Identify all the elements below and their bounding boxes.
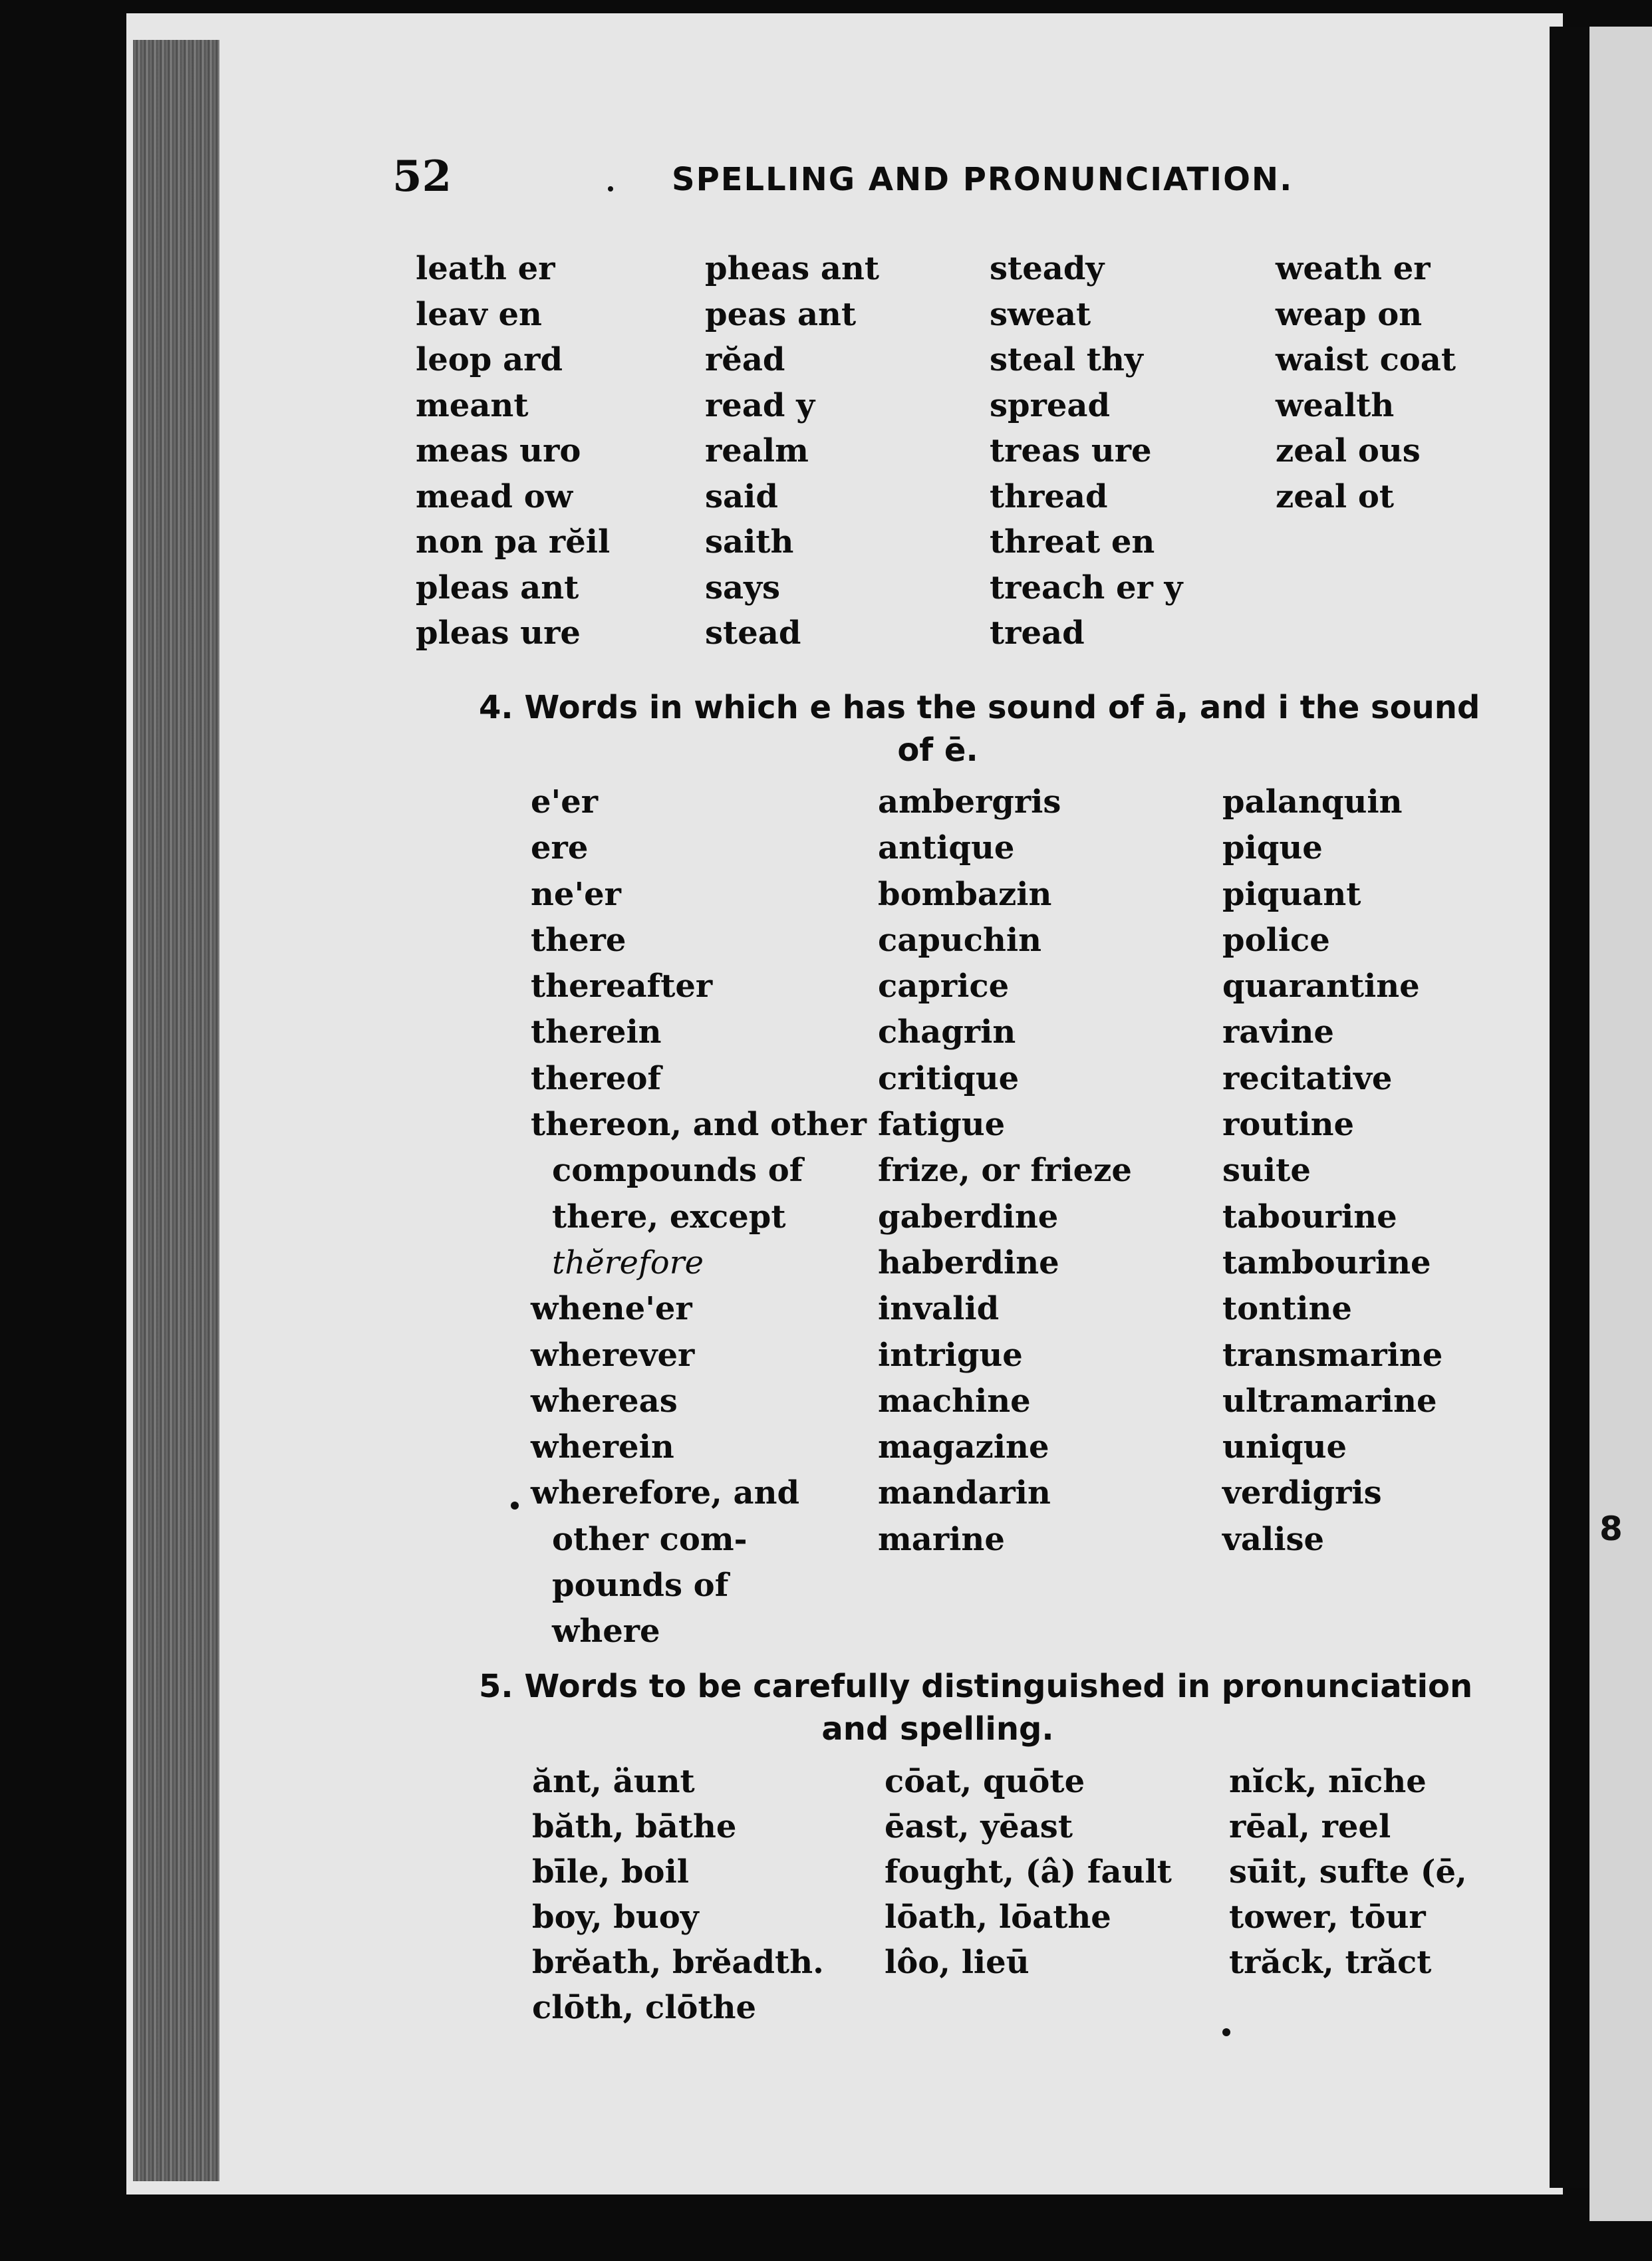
word-pair: brĕath, brĕadth. bbox=[532, 1944, 824, 1981]
ink-speck bbox=[608, 186, 613, 192]
word: thĕrefore bbox=[552, 1244, 704, 1281]
word: intrigue bbox=[878, 1336, 1023, 1374]
word: machine bbox=[878, 1382, 1031, 1420]
word: leav en bbox=[416, 295, 542, 333]
word: thereon, and other bbox=[531, 1106, 867, 1144]
section-5-col-3 bbox=[1229, 1759, 1467, 1985]
word-pair: cōat, quōte bbox=[885, 1763, 1085, 1800]
word: realm bbox=[705, 432, 809, 469]
section-4-heading-cont: of ē. bbox=[897, 732, 978, 769]
wordlist-1-col-4 bbox=[1276, 246, 1456, 519]
word: threat en bbox=[990, 523, 1155, 561]
word: stead bbox=[705, 614, 801, 652]
word-pair: fought, (â) fault bbox=[885, 1853, 1172, 1891]
word: whene'er bbox=[531, 1290, 692, 1328]
word: thereafter bbox=[531, 968, 713, 1005]
section-4-col-1 bbox=[531, 779, 867, 1655]
adjacent-page-edge bbox=[1589, 27, 1652, 2221]
word: magazine bbox=[878, 1428, 1049, 1466]
word: non pa rĕil bbox=[416, 523, 611, 561]
word: peas ant bbox=[705, 295, 857, 333]
word: leath er bbox=[416, 250, 555, 287]
word: whereas bbox=[531, 1382, 678, 1420]
word: steal thy bbox=[990, 341, 1143, 378]
section-4-col-2 bbox=[878, 779, 1132, 1563]
wordlist-1-col-3 bbox=[990, 246, 1182, 656]
word: e'er bbox=[531, 783, 599, 821]
word: antique bbox=[878, 829, 1015, 867]
word: bombazin bbox=[878, 875, 1052, 913]
word: read y bbox=[705, 386, 815, 424]
word: piquant bbox=[1222, 875, 1361, 913]
section-5-heading: 5. Words to be carefully distinguished in pronunciation bbox=[479, 1668, 1473, 1705]
wordlist-1-col-1 bbox=[416, 246, 610, 656]
word: says bbox=[705, 569, 781, 606]
word: leop ard bbox=[416, 341, 563, 378]
word: tambourine bbox=[1222, 1244, 1431, 1281]
word: weap on bbox=[1276, 295, 1423, 333]
word: gaberdine bbox=[878, 1198, 1059, 1236]
word: recitative bbox=[1222, 1059, 1393, 1097]
ink-speck bbox=[511, 1502, 519, 1510]
word: tread bbox=[990, 614, 1085, 652]
word: compounds of bbox=[552, 1152, 803, 1190]
word: routine bbox=[1222, 1106, 1355, 1144]
word: transmarine bbox=[1222, 1336, 1443, 1374]
word: mandarin bbox=[878, 1474, 1051, 1512]
word: wealth bbox=[1276, 386, 1395, 424]
word: zeal ous bbox=[1276, 432, 1421, 469]
word: meas uro bbox=[416, 432, 581, 469]
word: critique bbox=[878, 1059, 1020, 1097]
word-pair: sūit, sufte (ē, bbox=[1229, 1853, 1467, 1891]
word: verdigris bbox=[1222, 1474, 1382, 1512]
running-head: SPELLING AND PRONUNCIATION. bbox=[672, 161, 1294, 198]
word: tontine bbox=[1222, 1290, 1352, 1328]
margin-mark: 8 bbox=[1599, 1510, 1623, 1548]
word-pair: băth, bāthe bbox=[532, 1808, 737, 1845]
word: sweat bbox=[990, 295, 1091, 333]
word-pair: tower, tōur bbox=[1229, 1899, 1426, 1936]
word: weath er bbox=[1276, 250, 1431, 287]
word: tabourine bbox=[1222, 1198, 1397, 1236]
word-pair: trăck, trăct bbox=[1229, 1944, 1432, 1981]
word: wherein bbox=[531, 1428, 674, 1466]
word: ravine bbox=[1222, 1013, 1334, 1051]
word-pair: ănt, äunt bbox=[532, 1763, 695, 1800]
word: steady bbox=[990, 250, 1105, 287]
word: quarantine bbox=[1222, 968, 1420, 1005]
word: ere bbox=[531, 829, 589, 867]
word: pleas ant bbox=[416, 569, 579, 606]
word: meant bbox=[416, 386, 529, 424]
word: pique bbox=[1222, 829, 1323, 867]
word: there, except bbox=[552, 1198, 786, 1236]
ink-speck bbox=[1222, 2028, 1230, 2036]
word: capuchin bbox=[878, 921, 1042, 959]
page-gutter-shadow bbox=[133, 40, 219, 2181]
word: haberdine bbox=[878, 1244, 1059, 1281]
word: invalid bbox=[878, 1290, 1000, 1328]
word: suite bbox=[1222, 1152, 1311, 1190]
word: therein bbox=[531, 1013, 662, 1051]
word: where bbox=[552, 1613, 660, 1651]
word-pair: lôo, lieū bbox=[885, 1944, 1030, 1981]
section-4-heading: 4. Words in which e has the sound of ā, and i the sound bbox=[479, 689, 1480, 726]
word: palanquin bbox=[1222, 783, 1403, 821]
word: pounds of bbox=[552, 1567, 729, 1605]
word: rĕad bbox=[705, 341, 785, 378]
word: pheas ant bbox=[705, 250, 880, 287]
word: other com- bbox=[552, 1520, 748, 1558]
word: mead ow bbox=[416, 477, 573, 515]
word: wherever bbox=[531, 1336, 695, 1374]
word: ambergris bbox=[878, 783, 1061, 821]
word: fatigue bbox=[878, 1106, 1006, 1144]
page-number: 52 bbox=[392, 152, 452, 201]
word-pair: clōth, clōthe bbox=[532, 1989, 757, 2026]
word: valise bbox=[1222, 1520, 1325, 1558]
word: there bbox=[531, 921, 626, 959]
word: ultramarine bbox=[1222, 1382, 1437, 1420]
word: treach er y bbox=[990, 569, 1183, 606]
word: marine bbox=[878, 1520, 1005, 1558]
word: treas ure bbox=[990, 432, 1152, 469]
word: said bbox=[705, 477, 778, 515]
word: pleas ure bbox=[416, 614, 581, 652]
word: saith bbox=[705, 523, 794, 561]
word: unique bbox=[1222, 1428, 1347, 1466]
word: caprice bbox=[878, 968, 1010, 1005]
section-5-col-1 bbox=[532, 1759, 824, 2030]
word: ne'er bbox=[531, 875, 621, 913]
word: police bbox=[1222, 921, 1330, 959]
word-pair: bīle, boil bbox=[532, 1853, 690, 1891]
section-5-heading-cont: and spelling. bbox=[821, 1710, 1054, 1748]
section-5-col-2 bbox=[885, 1759, 1172, 1985]
page-edge-shadow bbox=[1550, 27, 1589, 2188]
word: spread bbox=[990, 386, 1111, 424]
word-pair: boy, buoy bbox=[532, 1899, 699, 1936]
word: frize, or frieze bbox=[878, 1152, 1132, 1190]
word-pair: ēast, yēast bbox=[885, 1808, 1073, 1845]
word: thereof bbox=[531, 1059, 662, 1097]
word: thread bbox=[990, 477, 1108, 515]
word: zeal ot bbox=[1276, 477, 1395, 515]
word-pair: lōath, lōathe bbox=[885, 1899, 1111, 1936]
section-4-col-3 bbox=[1222, 779, 1443, 1563]
word: chagrin bbox=[878, 1013, 1016, 1051]
word-pair: nĭck, nīche bbox=[1229, 1763, 1427, 1800]
wordlist-1-col-2 bbox=[705, 246, 879, 656]
word-pair: rēal, reel bbox=[1229, 1808, 1391, 1845]
word: wherefore, and bbox=[531, 1474, 800, 1512]
word: waist coat bbox=[1276, 341, 1456, 378]
